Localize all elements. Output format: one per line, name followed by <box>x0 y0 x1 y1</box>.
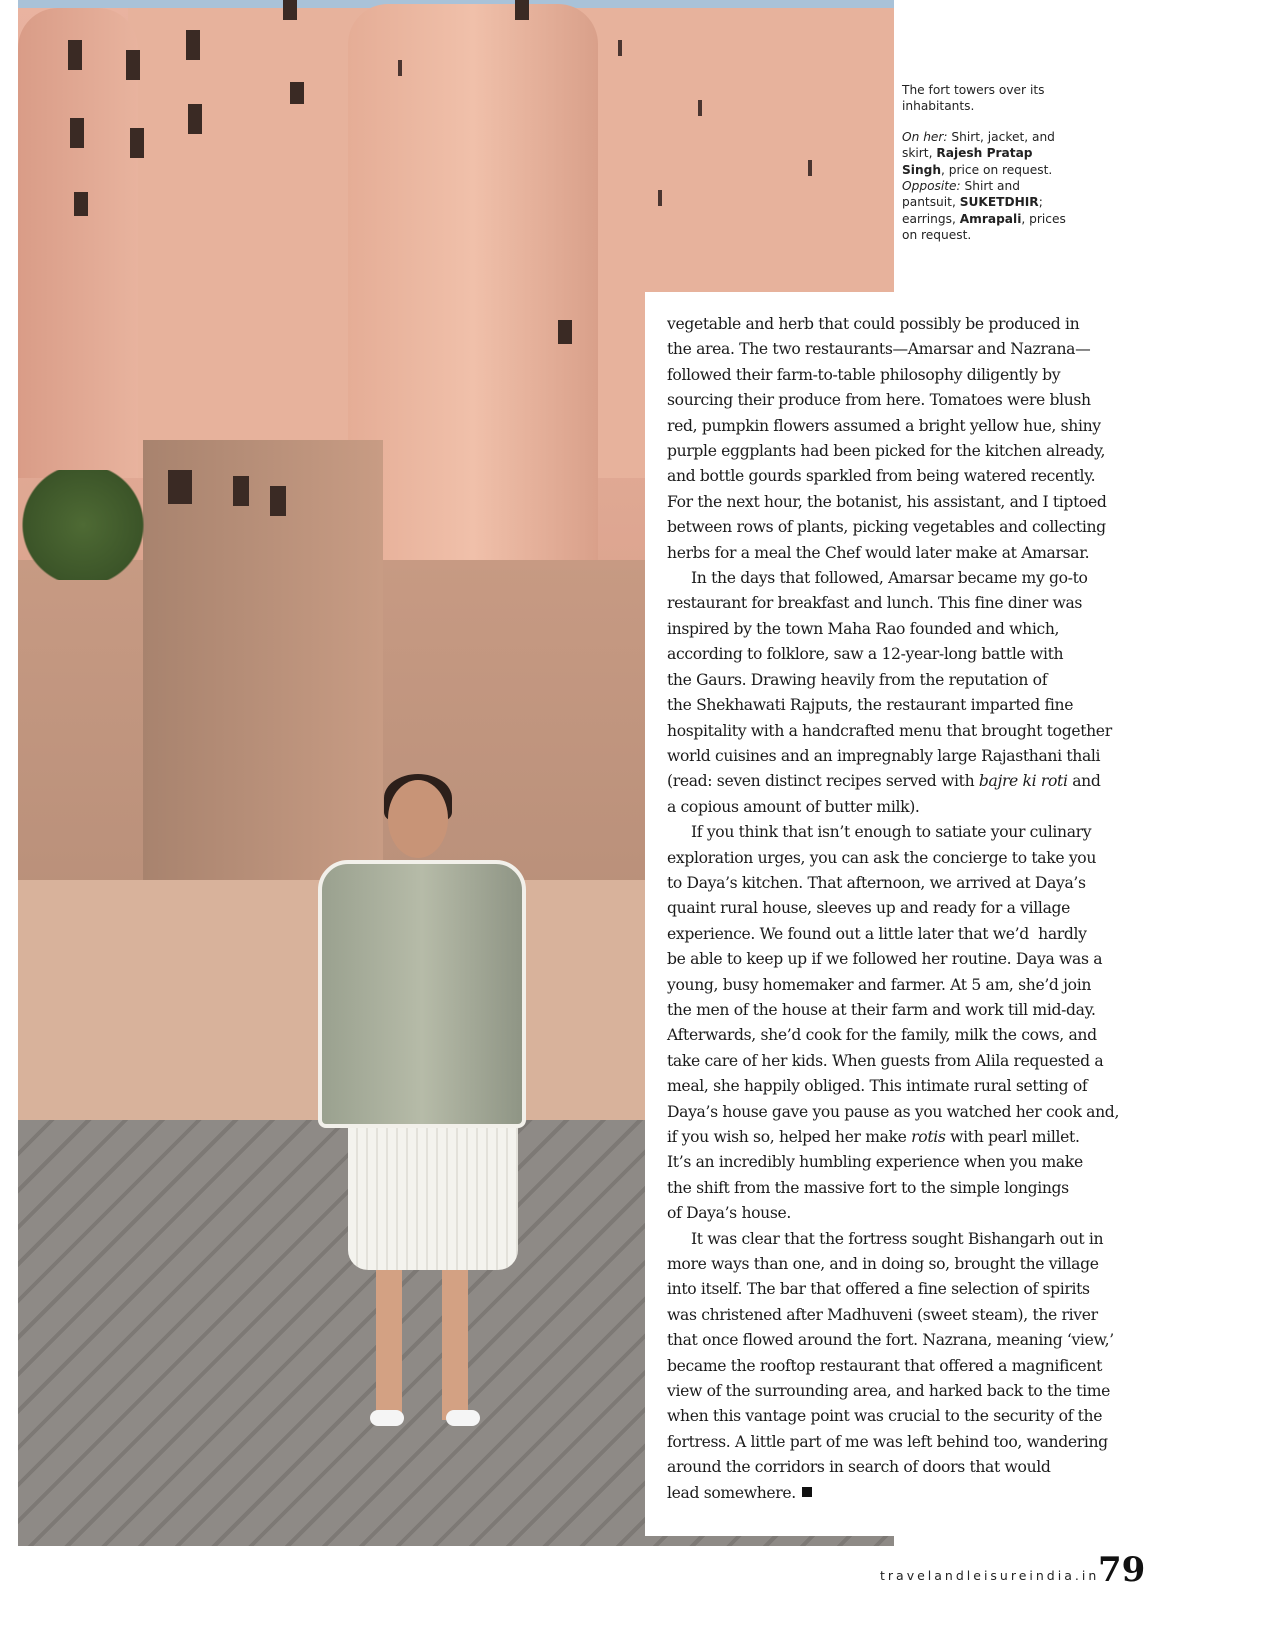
text-run: and <box>1067 772 1101 791</box>
fort-window <box>515 0 529 20</box>
fort-window <box>70 118 84 148</box>
text-line: was christened after Madhuveni (sweet steam), the river <box>667 1305 1098 1324</box>
paragraph-2 <box>667 566 1129 820</box>
text-line: If you think that isn’t enough to satiate your culinary <box>691 823 1092 842</box>
text-line: herbs for a meal the Chef would later make at Amarsar. <box>667 543 1090 562</box>
caption-line: The fort towers over its inhabitants. <box>902 83 1045 114</box>
text-line: sourcing their produce from here. Tomatoes were blush <box>667 391 1091 410</box>
caption-text: , prices on request. <box>902 211 1066 243</box>
caption-credits <box>902 129 1072 244</box>
italic-term: rotis <box>911 1128 946 1146</box>
arrow-slit <box>398 60 402 76</box>
text-line: young, busy homemaker and farmer. At 5 am, she’d join <box>667 975 1092 994</box>
text-line: the shift from the massive fort to the simple longings <box>667 1178 1069 1197</box>
opposite-label: Opposite: <box>902 179 961 194</box>
brand-rajesh-pratap-singh: Rajesh Pratap Singh <box>902 146 1033 177</box>
fort-window <box>558 320 572 344</box>
text-line: that once flowed around the fort. Nazrana, meaning ‘view,’ <box>667 1331 1114 1350</box>
article-panel <box>645 292 1145 1536</box>
caption-text: , price on request. <box>941 162 1053 177</box>
text-line: between rows of plants, picking vegetables and collecting <box>667 518 1106 537</box>
text-run: (read: seven distinct recipes served with <box>667 772 979 791</box>
text-line: vegetable and herb that could possibly be produced in <box>667 315 1080 333</box>
text-line: inspired by the town Maha Rao founded and which, <box>667 619 1060 638</box>
text-line <box>667 1125 1129 1150</box>
text-line: the men of the house at their farm and work till mid-day. <box>667 1000 1096 1019</box>
text-run: with pearl millet. <box>945 1128 1080 1146</box>
fort-window <box>74 192 88 216</box>
model-leg <box>376 1270 402 1420</box>
paragraph-4 <box>667 1227 1129 1506</box>
brand-suketdhir: SUKETDHIR <box>959 195 1039 210</box>
text-line: and bottle gourds sparkled from being watered recently. <box>667 467 1096 486</box>
text-line: exploration urges, you can ask the concierge to take you <box>667 848 1097 867</box>
model-figure <box>318 780 538 1460</box>
fort-window <box>126 50 140 80</box>
fort-window <box>188 104 202 134</box>
model-jacket <box>318 860 526 1128</box>
bastion-window <box>233 476 249 506</box>
text-line: For the next hour, the botanist, his assistant, and I tiptoed <box>667 492 1107 511</box>
text-run: lead somewhere. <box>667 1483 796 1502</box>
fort-window <box>68 40 82 70</box>
text-line: It was clear that the fortress sought Bishangarh out in <box>691 1229 1104 1248</box>
model-shoe <box>370 1410 404 1426</box>
text-run: if you wish so, helped her make <box>667 1128 912 1146</box>
fort-window <box>290 82 304 104</box>
bastion-window <box>270 486 286 516</box>
model-head <box>388 780 448 858</box>
article-body <box>667 312 1129 1506</box>
text-line: purple eggplants had been picked for the kitchen already, <box>667 442 1106 461</box>
arrow-slit <box>658 190 662 206</box>
paragraph-3 <box>667 820 1129 1227</box>
fort-window <box>186 30 200 60</box>
caption-text: Shirt, jacket, and skirt, <box>902 129 1055 161</box>
text-line: more ways than one, and in doing so, brought the village <box>667 1255 1099 1274</box>
brand-amrapali: Amrapali <box>959 211 1022 226</box>
text-line: In the days that followed, Amarsar became my go-to <box>691 569 1088 588</box>
text-line <box>667 769 1129 794</box>
text-line: Afterwards, she’d cook for the family, milk the cows, and <box>667 1026 1097 1045</box>
model-leg <box>442 1270 468 1420</box>
fort-tower-center <box>348 4 598 564</box>
text-line: around the corridors in search of doors that would <box>667 1458 1051 1477</box>
fort-window <box>283 0 297 20</box>
text-line <box>667 1481 1129 1506</box>
text-line: view of the surrounding area, and harked back to the time <box>667 1382 1111 1401</box>
arrow-slit <box>808 160 812 176</box>
fort-tower-left <box>18 8 138 478</box>
text-line: take care of her kids. When guests from Alila requested a <box>667 1051 1104 1070</box>
text-line: a copious amount of butter milk). <box>667 797 920 816</box>
text-line: the Shekhawati Rajputs, the restaurant imparted fine <box>667 696 1074 715</box>
text-line: according to folklore, saw a 12-year-long battle with <box>667 645 1064 664</box>
end-mark-icon <box>802 1487 812 1497</box>
text-line: the area. The two restaurants—Amarsar and Nazrana— <box>667 340 1091 359</box>
text-line: world cuisines and an impregnably large Rajasthani thali <box>667 746 1101 765</box>
fort-window <box>130 128 144 158</box>
text-line: when this vantage point was crucial to the security of the <box>667 1407 1103 1426</box>
text-line: meal, she happily obliged. This intimate rural setting of <box>667 1077 1088 1096</box>
text-line: be able to keep up if we followed her routine. Daya was a <box>667 950 1103 969</box>
arrow-slit <box>698 100 702 116</box>
text-line: the Gaurs. Drawing heavily from the reputation of <box>667 670 1048 689</box>
photo-caption <box>902 82 1072 258</box>
text-line: into itself. The bar that offered a fine selection of spirits <box>667 1280 1090 1299</box>
text-line: Daya’s house gave you pause as you watched her cook and, <box>667 1102 1120 1121</box>
caption-text: Shirt and pantsuit, <box>902 179 1020 210</box>
text-line: red, pumpkin flowers assumed a bright yellow hue, shiny <box>667 416 1101 435</box>
footer-url: travelandleisureindia.in <box>880 1568 1100 1583</box>
text-line: It’s an incredibly humbling experience when you make <box>667 1153 1083 1172</box>
text-line: followed their farm-to-table philosophy diligently by <box>667 365 1061 384</box>
text-line: experience. We found out a little later that we’d hardly <box>667 924 1087 943</box>
text-line: to Daya’s kitchen. That afternoon, we arrived at Daya’s <box>667 873 1086 892</box>
paragraph-1 <box>667 312 1129 566</box>
tree <box>18 470 148 580</box>
arrow-slit <box>618 40 622 56</box>
italic-term: bajre ki roti <box>978 772 1068 791</box>
page-number: 79 <box>1098 1550 1146 1590</box>
text-line: of Daya’s house. <box>667 1204 792 1223</box>
text-line: hospitality with a handcrafted menu that brought together <box>667 721 1112 740</box>
caption-text: ; earrings, <box>902 195 1043 226</box>
text-line: restaurant for breakfast and lunch. This fine diner was <box>667 594 1083 613</box>
text-line: became the rooftop restaurant that offered a magnificent <box>667 1356 1103 1375</box>
bastion-window <box>168 470 192 504</box>
model-shoe <box>446 1410 480 1426</box>
text-line: quaint rural house, sleeves up and ready for a village <box>667 899 1071 918</box>
text-line: fortress. A little part of me was left behind too, wandering <box>667 1432 1108 1451</box>
on-her-label: On her: <box>902 129 948 144</box>
